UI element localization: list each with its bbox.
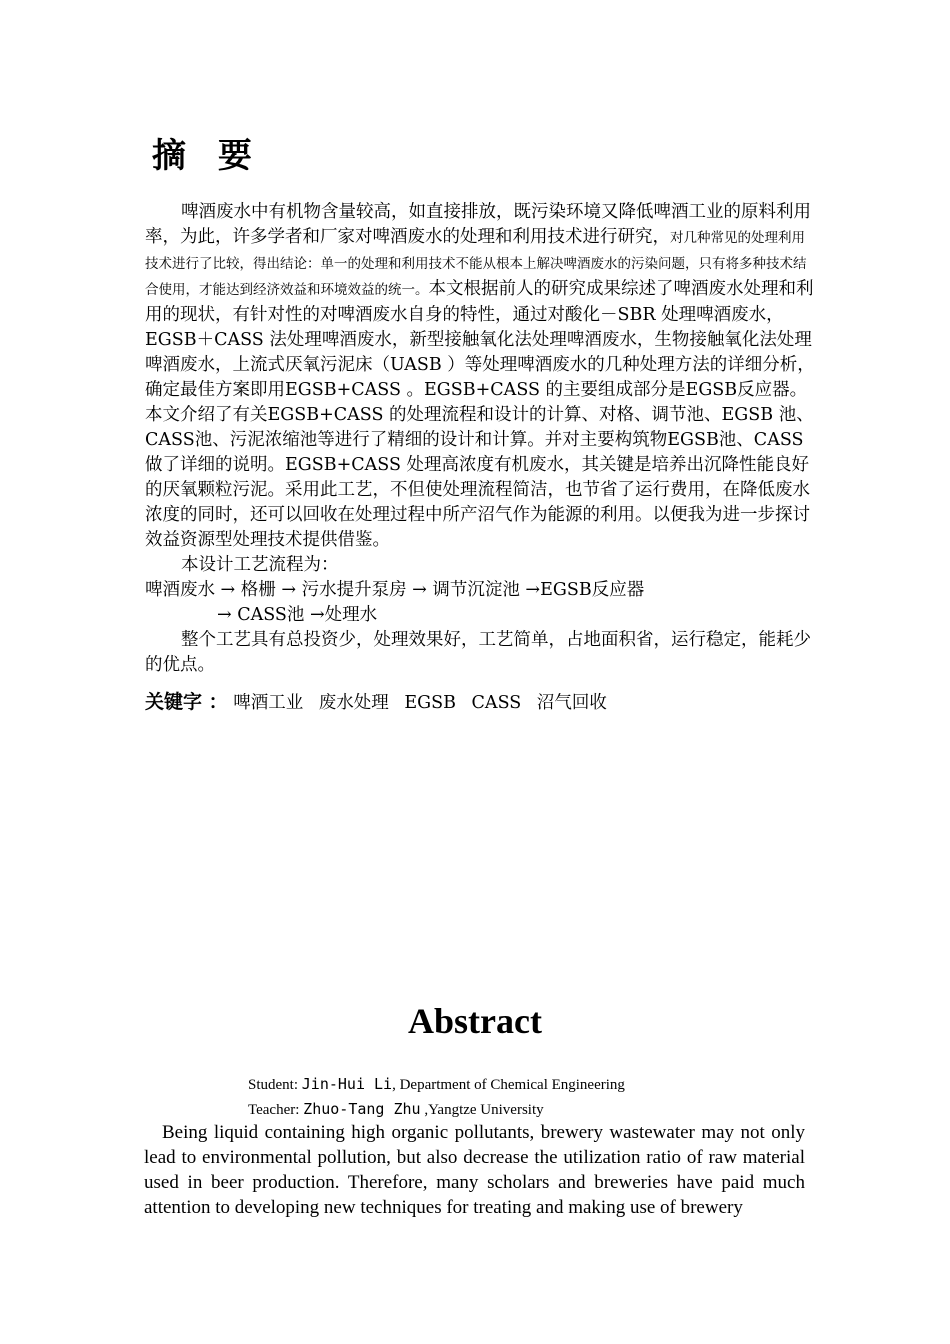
teacher-affiliation: ,Yangtze University bbox=[420, 1102, 544, 1118]
keywords-row bbox=[145, 690, 815, 716]
student-name: Jin-Hui Li bbox=[301, 1075, 393, 1093]
paragraph-1-part-c: 本文根据前人的研究成果综述了啤酒废水处理和利用的现状，有针对性的对啤酒废水自身的特性，通过对酸化－SBR 处理啤酒废水，EGSB＋CASS 法处理啤酒废水，新型接触氧化法处理啤酒废水，生物接触氧化法处理啤酒废水，上流式厌氧污泥床（UASB ）等处理啤酒废水的几种处理方法的详细分析，确定最佳方案即用EGSB+CASS 。EGSB+CASS 的主要组成部分是EGSB反应器。本文介绍了有关EGSB+CASS 的处理流程和设计的计算、对格、调节池、EGSB 池、CASS池、污泥浓缩池等进行了精细的设计和计算。并对主要构筑物EGSB池、CASS做了详细的说明。EGSB+CASS 处理高浓度有机废水，其关键是培养出沉降性能良好的厌氧颗粒污泥。采用此工艺，不但使处理流程简洁，也节省了运行费用，在降低废水浓度的同时，还可以回收在处理过程中所产沼气作为能源的利用。以便我为进一步探讨效益资源型处理技术提供借鉴。 bbox=[145, 279, 815, 550]
paragraph-1-part-b: 对几种常见的处理利用技术进行了比较，得出结论：单一的处理和利用技术不能从根本上解决啤酒废水的污染问题，只有将多种技术结合使用，才能达到经济效益和环境效益的统一。 bbox=[145, 230, 807, 298]
student-line bbox=[248, 1075, 625, 1094]
chinese-paragraph-1 bbox=[145, 200, 815, 553]
keyword-item: EGSB bbox=[404, 693, 456, 713]
paragraph-1-part-a: 啤酒废水中有机物含量较高，如直接排放，既污染环境又降低啤酒工业的原料利用率，为此，许多学者和厂家对啤酒废水的处理和利用技术进行研究， bbox=[145, 202, 811, 247]
keyword-item: 沼气回收 bbox=[536, 693, 607, 713]
teacher-name: Zhuo-Tang Zhu bbox=[303, 1100, 421, 1118]
teacher-label: Teacher: bbox=[248, 1102, 300, 1118]
process-flow-line-2: → CASS池 →处理水 bbox=[217, 605, 378, 625]
english-abstract-heading: Abstract bbox=[408, 1001, 542, 1041]
teacher-line bbox=[248, 1100, 544, 1119]
chinese-paragraph-2: 本设计工艺流程为： bbox=[181, 555, 339, 575]
keywords-label: 关键字 ： bbox=[145, 691, 228, 713]
keyword-item: CASS bbox=[471, 693, 522, 713]
keyword-item: 啤酒工业 bbox=[233, 693, 304, 713]
student-label: Student: bbox=[248, 1077, 299, 1093]
chinese-paragraph-3: 整个工艺具有总投资少，处理效果好，工艺简单，占地面积省，运行稳定，能耗少的优点。 bbox=[145, 630, 811, 675]
student-affiliation: , Department of Chemical Engineering bbox=[392, 1077, 625, 1093]
english-abstract-paragraph: Being liquid containing high organic pollutants, brewery wastewater may not only lead to environmental pollution, but also decrease the utilization ratio of raw material used in beer production. Therefore, many scholars and breweries have paid much attention to developing new techniques for treating and making use of brewery bbox=[144, 1122, 805, 1218]
keyword-item: 废水处理 bbox=[318, 693, 389, 713]
process-flow-line-1: 啤酒废水 → 格栅 → 污水提升泵房 → 调节沉淀池 →EGSB反应器 bbox=[145, 580, 645, 600]
chinese-abstract-heading: 摘 要 bbox=[152, 136, 262, 176]
chinese-abstract-body bbox=[145, 200, 815, 716]
